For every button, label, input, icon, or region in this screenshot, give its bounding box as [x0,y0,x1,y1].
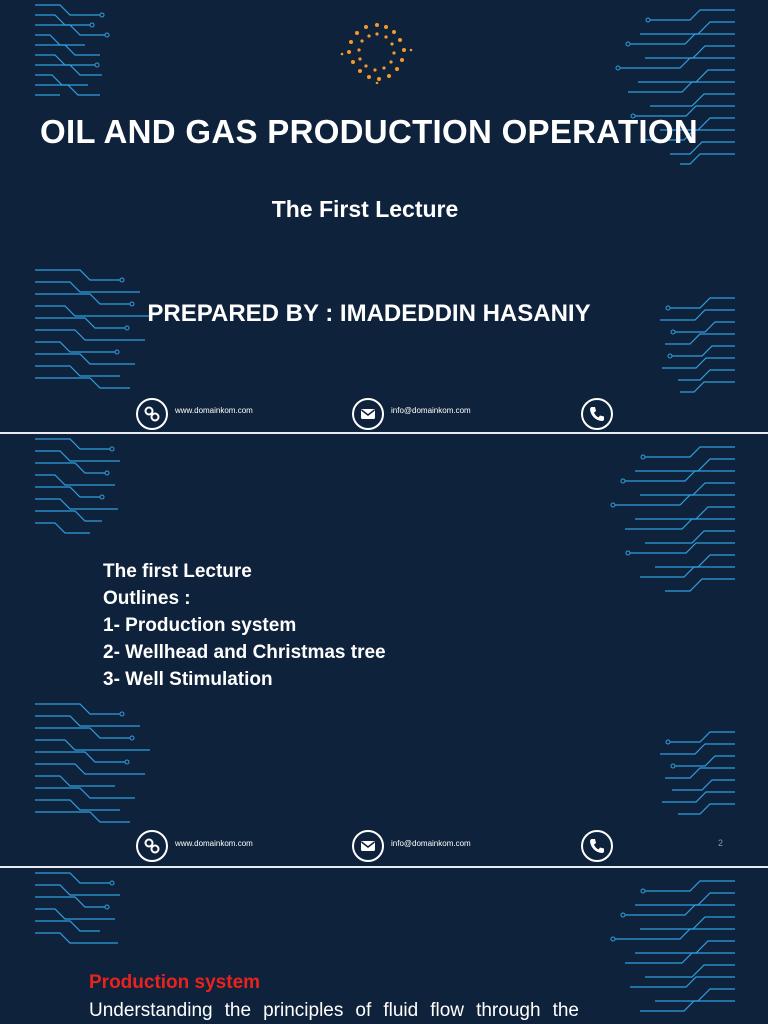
link-icon-circle[interactable] [136,398,168,430]
phone-icon [589,406,605,422]
section-heading: Production system [89,972,261,993]
outline-line: The first Lecture [103,561,252,582]
presentation-subtitle: The First Lecture [271,196,459,222]
mail-icon-circle[interactable] [352,398,384,430]
phone-icon-circle[interactable] [581,398,613,430]
presentation-title: OIL AND GAS PRODUCTION OPERATION [39,113,698,150]
circuit-decoration-top-left [30,868,130,958]
outline-line: Outlines : [103,588,191,609]
page-number: 2 [718,838,724,848]
outline-line: 3- Well Stimulation [103,669,273,690]
email-text[interactable]: info@domainkom.com [391,406,471,415]
slide-2 [0,434,768,866]
circuit-decoration-top-right [600,0,740,180]
circuit-decoration-top-right [600,439,740,609]
outline-line: 1- Production system [103,615,297,636]
circuit-decoration-mid-left [30,262,160,402]
circuit-decoration-mid-left [30,696,160,836]
email-text[interactable]: info@domainkom.com [391,839,471,848]
slide-footer [0,396,768,432]
circuit-decoration-top-right [600,873,740,1023]
slide-footer [0,830,768,866]
lecture-outline [103,558,386,693]
slide-3 [0,868,768,1024]
mail-icon-circle[interactable] [352,830,384,862]
logo-icon [340,20,414,84]
link-icon [143,837,161,855]
link-icon-circle[interactable] [136,830,168,862]
circuit-decoration-mid-right [650,724,740,834]
phone-icon [589,838,605,854]
mail-icon [360,839,376,853]
phone-icon-circle[interactable] [581,830,613,862]
outline-line: 2- Wellhead and Christmas tree [103,642,386,663]
mail-icon [360,407,376,421]
circuit-decoration-top-left [30,0,110,110]
slide-1 [0,0,768,432]
circuit-decoration-top-left [30,434,130,544]
website-text[interactable]: www.domainkom.com [175,406,253,415]
author-line: PREPARED BY : IMADEDDIN HASANIY [147,300,591,327]
body-text: Understanding the principles of fluid flow through the [89,1000,579,1021]
link-icon [143,405,161,423]
website-text[interactable]: www.domainkom.com [175,839,253,848]
